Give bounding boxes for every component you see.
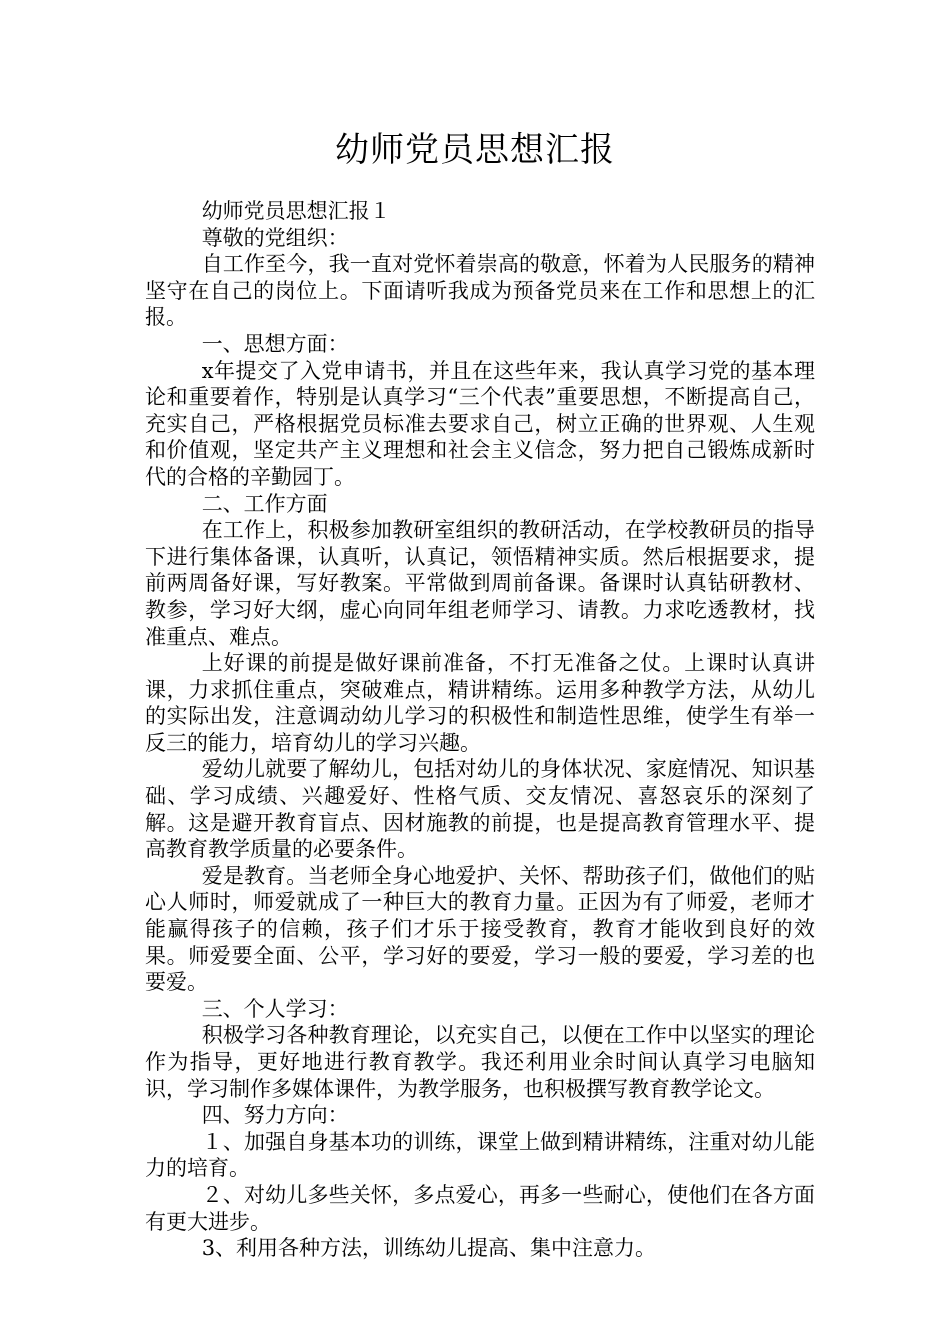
paragraph-intro: 自工作至今，我一直对党怀着崇高的敬意，怀着为人民服务的精神坚守在自己的岗位上。下面请听我成为预备党员来在工作和思想上的汇报。 bbox=[145, 252, 815, 330]
paragraph-study: 积极学习各种教育理论，以充实自己，以便在工作中以坚实的理论作为指导，更好地进行教育教学。我还利用业余时间认真学习电脑知识，学习制作多媒体课件，为教学服务，也积极撰写教育教学论文。 bbox=[145, 1023, 815, 1101]
document-body bbox=[145, 198, 815, 1262]
document-title: 幼师党员思想汇报 bbox=[335, 130, 615, 170]
direction-item-2: ２、对幼儿多些关怀，多点爱心，再多一些耐心，使他们在各方面有更大进步。 bbox=[145, 1182, 815, 1234]
document-subtitle: 幼师党员思想汇报１ bbox=[201, 199, 391, 223]
paragraph-work-understanding: 爱幼儿就要了解幼儿，包括对幼儿的身体状况、家庭情况、知识基础、学习成绩、兴趣爱好、性格气质、交友情况、喜怒哀乐的深刻了解。这是避开教育盲点、因材施教的前提，也是提高教育管理水平、提高教育教学质量的必要条件。 bbox=[145, 757, 815, 862]
direction-item-1: １、加强自身基本功的训练，课堂上做到精讲精练，注重对幼儿能力的培育。 bbox=[145, 1129, 815, 1181]
section-heading-thought: 一、思想方面： bbox=[201, 331, 349, 356]
paragraph-work-preparation: 在工作上，积极参加教研室组织的教研活动，在学校教研员的指导下进行集体备课，认真听，认真记，领悟精神实质。然后根据要求，提前两周备好课，写好教案。平常做到周前备课。备课时认真钻研教材、教参，学习好大纲，虚心向同年组老师学习、请教。力求吃透教材，找准重点、难点。 bbox=[145, 518, 815, 649]
paragraph-work-teaching: 上好课的前提是做好课前准备，不打无准备之仗。上课时认真讲课，力求抓住重点，突破难点，精讲精练。运用多种教学方法，从幼儿的实际出发，注意调动幼儿学习的积极性和制造性思维，使学生有举一反三的能力，培育幼儿的学习兴趣。 bbox=[145, 651, 815, 755]
paragraph-thought: x年提交了入党申请书，并且在这些年来，我认真学习党的基本理论和重要着作，特别是认真学习“三个代表”重要思想，不断提高自己，充实自己，严格根据党员标准去要求自己，树立正确的世界观、人生观和价值观，坚定共产主义理想和社会主义信念，努力把自己锻炼成新时代的合格的辛勤园丁。 bbox=[145, 358, 815, 489]
section-heading-study: 三、个人学习： bbox=[201, 996, 349, 1021]
section-heading-work: 二、工作方面 bbox=[201, 491, 328, 516]
direction-item-3: 3、利用各种方法，训练幼儿提高、集中注意力。 bbox=[201, 1236, 657, 1261]
section-heading-direction: 四、努力方向： bbox=[201, 1103, 349, 1128]
paragraph-work-love: 爱是教育。当老师全身心地爱护、关怀、帮助孩子们，做他们的贴心人师时，师爱就成了一种巨大的教育力量。正因为有了师爱，老师才能赢得孩子的信赖，孩子们才乐于接受教育，教育才能收到良好的效果。师爱要全面、公平，学习好的要爱，学习一般的要爱，学习差的也要爱。 bbox=[145, 863, 815, 995]
salutation: 尊敬的党组织： bbox=[201, 225, 349, 250]
